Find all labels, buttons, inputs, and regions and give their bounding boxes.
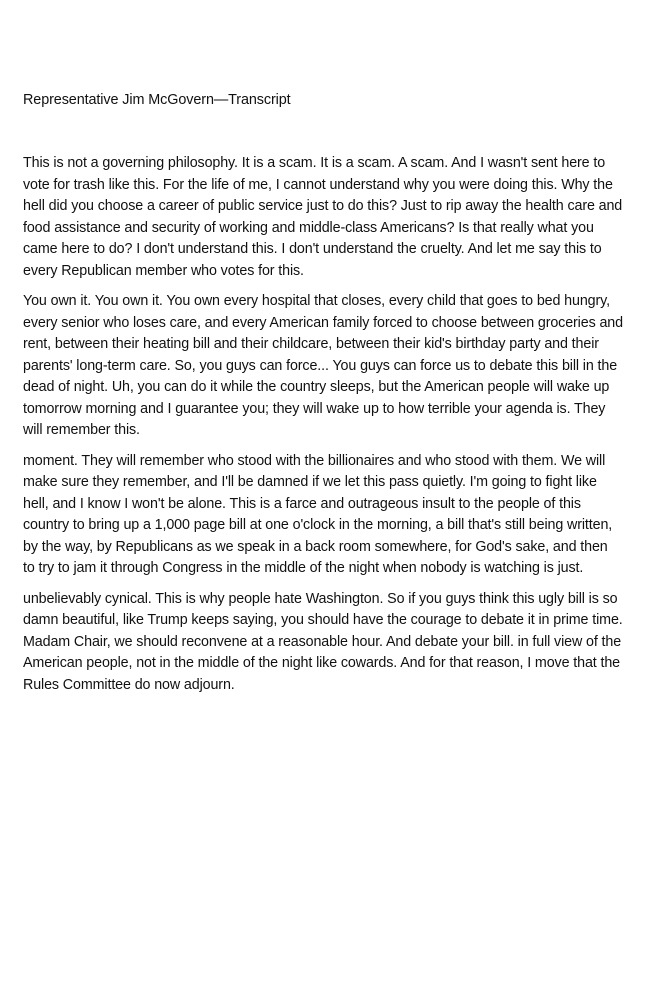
document-title: Representative Jim McGovern—Transcript (23, 92, 291, 108)
transcript-paragraph-3: moment. They will remember who stood with the billionaires and who stood with them. We will make sure they remember, and I'll be damned if we let this pass quietly. I'm going to fight like hell, and I know I won't be alone. This is a farce and outrageous insult to the people of this country to bring up a 1,000 page bill at one o'clock in the morning, a bill that's still being written, by the way, by Republicans as we speak in a back room somewhere, for God's sake, and then to try to jam it through Congress in the middle of the night when nobody is watching is just. (23, 452, 613, 576)
transcript-paragraph-2: You own it. You own it. You own every hospital that closes, every child that goes to bed hungry, every senior who loses care, and every American family forced to choose between groceries and rent, between their heating bill and their childcare, between their kid's birthday party and their parents' long-term care. So, you guys can force... You guys can force us to debate this bill in the dead of night. Uh, you can do it while the country sleeps, but the American people will wake up tomorrow morning and I guarantee you; they will wake up to how terrible your agenda is. They will remember this. (23, 293, 623, 438)
transcript-body (23, 153, 623, 705)
transcript-paragraph-1: This is not a governing philosophy. It is a scam. It is a scam. A scam. And I wasn't sent here to vote for trash like this. For the life of me, I cannot understand why you were doing this. Why the hell did you choose a career of public service just to do this? Just to rip away the health care and food assistance and security of working and middle-class Americans? Is that really what you came here to do? I don't understand this. I don't understand the cruelty. And let me say this to every Republican member who votes for this. (23, 155, 623, 279)
transcript-paragraph-4: unbelievably cynical. This is why people hate Washington. So if you guys think this ugly bill is so damn beautiful, like Trump keeps saying, you should have the courage to debate it in prime time. Madam Chair, we should reconvene at a reasonable hour. And debate your bill. in full view of the American people, not in the middle of the night like cowards. And for that reason, I move that the Rules Committee do now adjourn. (23, 590, 623, 693)
